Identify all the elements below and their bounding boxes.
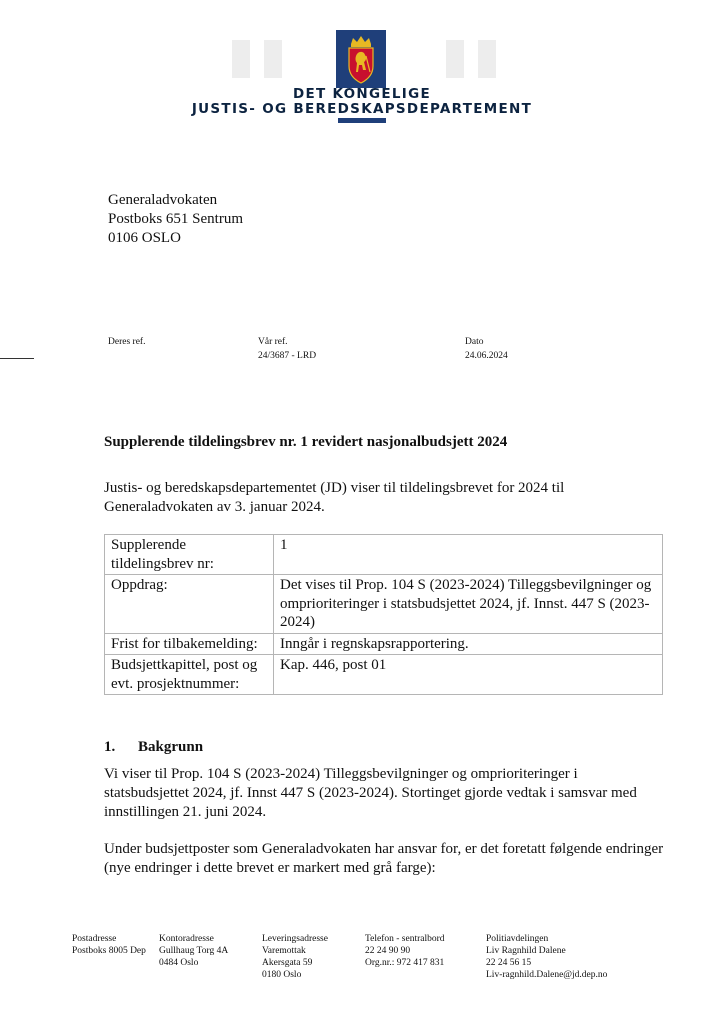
- footer-label: Postadresse: [72, 934, 117, 944]
- date-label: Dato: [465, 337, 484, 347]
- department-name-line1: DET KONGELIGE: [292, 86, 432, 102]
- footer-phone: [365, 933, 445, 969]
- recipient-name: Generaladvokaten: [108, 192, 218, 208]
- footer-line: Liv Ragnhild Dalene: [486, 946, 566, 956]
- var-ref-label: Vår ref.: [258, 337, 288, 347]
- footer-line: 0484 Oslo: [159, 958, 199, 968]
- table-cell-label: Oppdrag:: [105, 575, 274, 634]
- table-cell-label: Supplerende tildelingsbrev nr:: [105, 535, 274, 575]
- table-cell-value: Inngår i regnskapsrapportering.: [274, 633, 663, 655]
- footer-label: Kontoradresse: [159, 934, 214, 944]
- footer-line: Gullhaug Torg 4A: [159, 946, 229, 956]
- footer-label: Politiavdelingen: [486, 934, 549, 944]
- footer-line: 22 24 56 15: [486, 958, 532, 968]
- recipient-postal: 0106 OSLO: [108, 230, 181, 246]
- intro-paragraph: Justis- og beredskapsdepartementet (JD) viser til tildelingsbrevet for 2024 til Generaladvokaten av 3. januar 2024.: [104, 480, 565, 515]
- footer-label: Leveringsadresse: [262, 934, 328, 944]
- watermark-decoration: [444, 40, 466, 78]
- footer-contact: [486, 933, 607, 981]
- footer-line: Postboks 8005 Dep: [72, 946, 146, 956]
- section-title: Bakgrunn: [138, 739, 204, 755]
- table-cell-value: Kap. 446, post 01: [274, 655, 663, 695]
- table-cell-value: 1: [274, 535, 663, 575]
- footer-delivery-address: [262, 933, 328, 981]
- section-paragraph-1: Vi viser til Prop. 104 S (2023-2024) Tilleggsbevilgninger og omprioriteringer i statsbudsjettet 2024, jf. Innst 447 S (2023-2024). Stortinget gjorde vedtak i samsvar med innstillingen 21. juni 2024.: [104, 766, 637, 820]
- section-heading: [104, 739, 203, 756]
- watermark-decoration: [476, 40, 498, 78]
- footer-postal-address: [72, 933, 146, 957]
- table-row: [105, 655, 663, 695]
- deres-ref-label: Deres ref.: [108, 337, 146, 347]
- recipient-street: Postboks 651 Sentrum: [108, 211, 244, 227]
- info-table: [104, 534, 663, 695]
- var-ref-value: 24/3687 - LRD: [258, 351, 317, 361]
- table-row: [105, 633, 663, 655]
- footer-line: Org.nr.: 972 417 831: [365, 958, 445, 968]
- footer-email-link[interactable]: Liv-ragnhild.Dalene@jd.dep.no: [486, 970, 608, 980]
- fold-mark: [0, 358, 34, 359]
- footer-line: 0180 Oslo: [262, 970, 302, 980]
- recipient-address: [108, 191, 243, 248]
- date-block: [465, 335, 508, 363]
- table-cell-label: Budsjettkapittel, post og evt. prosjektnummer:: [105, 655, 274, 695]
- var-ref-block: [258, 335, 316, 363]
- table-cell-label: Frist for tilbakemelding:: [105, 633, 274, 655]
- watermark-decoration: [230, 40, 252, 78]
- footer-office-address: [159, 933, 228, 969]
- table-row: [105, 535, 663, 575]
- coat-of-arms-icon: [336, 30, 386, 88]
- header-divider: [338, 118, 386, 123]
- letter-title: Supplerende tildelingsbrev nr. 1 revidert nasjonalbudsjett 2024: [104, 434, 508, 450]
- section-paragraph-2: Under budsjettposter som Generaladvokaten har ansvar for, er det foretatt følgende endringer (nye endringer i dette brevet er markert med grå farge):: [104, 841, 664, 876]
- date-value: 24.06.2024: [465, 351, 508, 361]
- footer-label: Telefon - sentralbord: [365, 934, 445, 944]
- table-row: [105, 575, 663, 634]
- footer-line: Varemottak: [262, 946, 306, 956]
- department-name-line2: JUSTIS- OG BEREDSKAPSDEPARTEMENT: [191, 101, 533, 117]
- table-cell-value: Det vises til Prop. 104 S (2023-2024) Tilleggsbevilgninger og omprioriteringer i statsbudsjettet 2024, jf. Innst. 447 S (2023-2024): [274, 575, 663, 634]
- footer-line: 22 24 90 90: [365, 946, 411, 956]
- watermark-decoration: [262, 40, 284, 78]
- footer-line: Akersgata 59: [262, 958, 313, 968]
- section-number: 1.: [104, 739, 116, 755]
